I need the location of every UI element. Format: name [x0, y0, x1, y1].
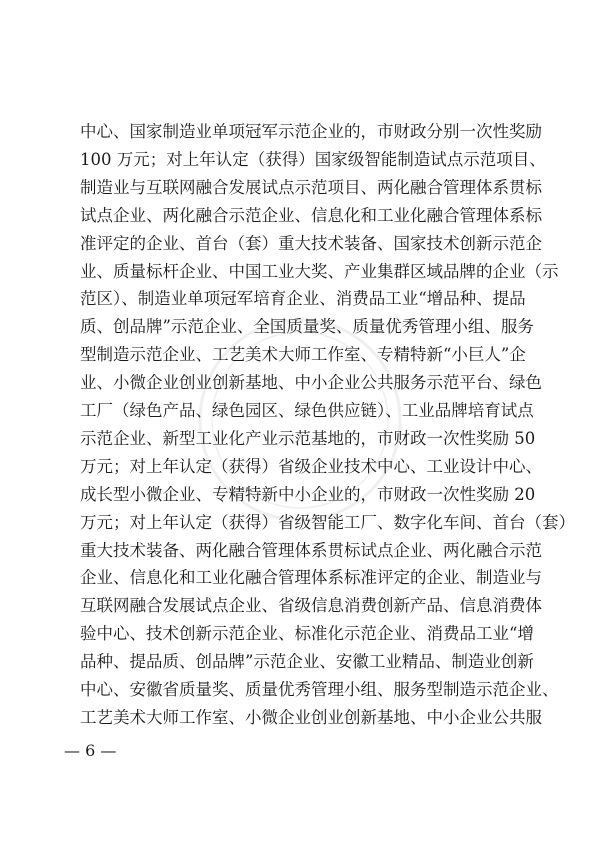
- text-line: 成长型小微企业、专精特新中小企业的，市财政一次性奖励 20: [80, 484, 536, 504]
- text-line: 型制造示范企业、工艺美术大师工作室、专精特新“小巨人”企: [80, 345, 526, 365]
- text-line: 准评定的企业、首台（套）重大技术装备、国家技术创新示范企: [80, 233, 542, 253]
- text-line: 试点企业、两化融合示范企业、信息化和工业化融合管理体系标: [80, 205, 542, 225]
- text-line: 中心、国家制造业单项冠军示范企业的，市财政分别一次性奖励: [80, 122, 542, 141]
- text-line: 验中心、技术创新示范企业、标准化示范企业、消费品工业“增: [80, 624, 534, 644]
- text-line: 企业、信息化和工业化融合管理体系标准评定的企业、制造业与: [80, 568, 542, 588]
- text-line: 万元；对上年认定（获得）省级智能工厂、数字化车间、首台（套）: [80, 512, 575, 532]
- text-line: 质、创品牌”示范企业、全国质量奖、质量优秀管理小组、服务: [80, 317, 534, 337]
- page-number: — 6 —: [64, 741, 117, 760]
- text-line: 示范企业、新型工业化产业示范基地的，市财政一次性奖励 50: [80, 428, 536, 448]
- text-line: 工艺美术大师工作室、小微企业创业创新基地、中小企业公共服: [80, 707, 542, 727]
- text-line: 范区）、制造业单项冠军培育企业、消费品工业“增品种、提品: [80, 289, 526, 309]
- text-line: 100 万元；对上年认定（获得）国家级智能制造试点示范项目、: [80, 149, 546, 169]
- text-line: 制造业与互联网融合发展试点示范项目、两化融合管理体系贯标: [80, 177, 542, 197]
- text-line: 业、小微企业创业创新基地、中小企业公共服务示范平台、绿色: [80, 373, 542, 393]
- text-line: 业、质量标杆企业、中国工业大奖、产业集群区域品牌的企业（示: [80, 261, 559, 281]
- text-line: 工厂（绿色产品、绿色园区、绿色供应链）、工业品牌培育试点: [80, 401, 534, 420]
- text-line: 中心、安徽省质量奖、质量优秀管理小组、服务型制造示范企业、: [80, 680, 559, 699]
- text-line: 品种、提品质、创品牌”示范企业、安徽工业精品、制造业创新: [80, 652, 534, 672]
- text-line: 互联网融合发展试点企业、省级信息消费创新产品、信息消费体: [80, 596, 542, 616]
- text-line: 万元；对上年认定（获得）省级企业技术中心、工业设计中心、: [80, 456, 542, 476]
- text-line: 重大技术装备、两化融合管理体系贯标试点企业、两化融合示范: [80, 540, 542, 560]
